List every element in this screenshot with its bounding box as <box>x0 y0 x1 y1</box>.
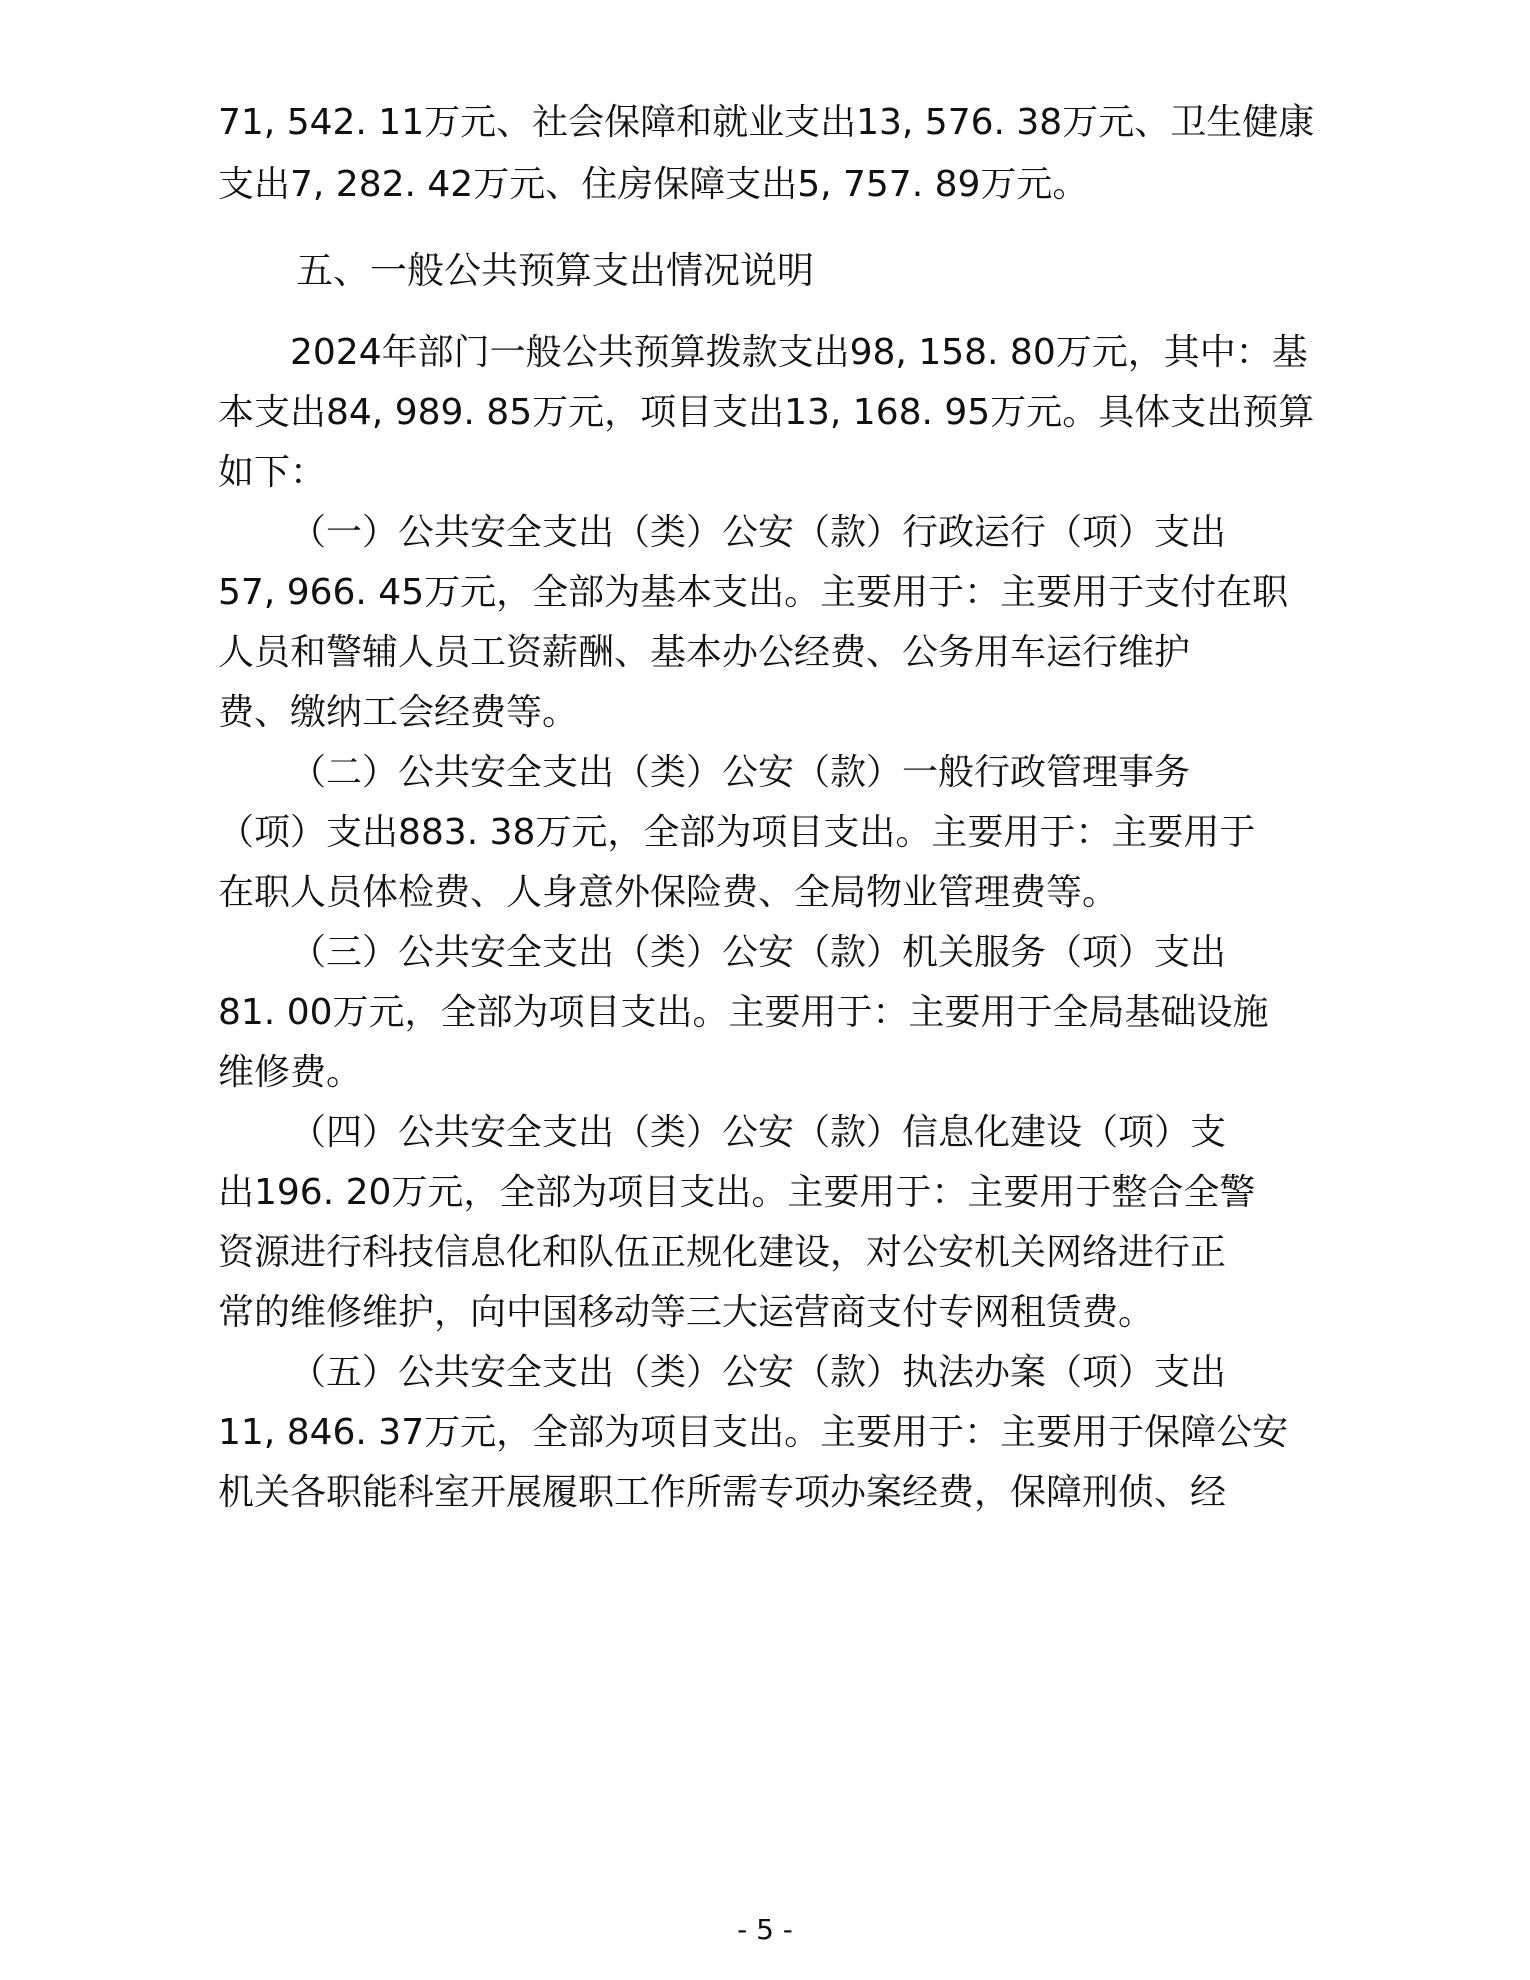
text-line: （三）公共安全支出（类）公安（款）机关服务（项）支出 <box>290 932 1227 973</box>
text-line: 71, 542. 11万元、社会保障和就业支出13, 576. 38万元、卫生健康 <box>218 102 1315 143</box>
text-line: （五）公共安全支出（类）公安（款）执法办案（项）支出 <box>290 1352 1227 1393</box>
text-line: 支出7, 282. 42万元、住房保障支出5, 757. 89万元。 <box>218 164 1089 205</box>
text-line: 2024年部门一般公共预算拨款支出98, 158. 80万元，其中：基 <box>290 332 1308 373</box>
text-line: 本支出84, 989. 85万元，项目支出13, 168. 95万元。具体支出预算 <box>218 392 1315 433</box>
text-line: 维修费。 <box>218 1052 363 1093</box>
text-line: 费、缴纳工会经费等。 <box>218 692 579 733</box>
text-line: 出196. 20万元，全部为项目支出。主要用于：主要用于整合全警 <box>218 1172 1256 1213</box>
text-line: （一）公共安全支出（类）公安（款）行政运行（项）支出 <box>290 512 1227 553</box>
text-line: 资源进行科技信息化和队伍正规化建设，对公安机关网络进行正 <box>218 1232 1227 1273</box>
text-line: （四）公共安全支出（类）公安（款）信息化建设（项）支 <box>290 1112 1227 1153</box>
section-heading: 五、一般公共预算支出情况说明 <box>296 249 814 292</box>
text-line: 机关各职能科室开展履职工作所需专项办案经费，保障刑侦、经 <box>218 1472 1227 1513</box>
text-line: 在职人员体检费、人身意外保险费、全局物业管理费等。 <box>218 872 1119 913</box>
text-line: （项）支出883. 38万元，全部为项目支出。主要用于：主要用于 <box>218 812 1256 853</box>
text-line: 人员和警辅人员工资薪酬、基本办公经费、公务用车运行维护 <box>218 632 1191 673</box>
page-number: - 5 - <box>737 1913 793 1946</box>
text-line: 11, 846. 37万元，全部为项目支出。主要用于：主要用于保障公安 <box>218 1412 1289 1453</box>
text-line: 81. 00万元，全部为项目支出。主要用于：主要用于全局基础设施 <box>218 992 1269 1033</box>
text-line: 常的维修维护，向中国移动等三大运营商支付专网租赁费。 <box>218 1292 1155 1333</box>
text-line: （二）公共安全支出（类）公安（款）一般行政管理事务 <box>290 752 1191 793</box>
text-line: 如下： <box>218 452 327 493</box>
text-line: 57, 966. 45万元，全部为基本支出。主要用于：主要用于支付在职 <box>218 572 1289 613</box>
